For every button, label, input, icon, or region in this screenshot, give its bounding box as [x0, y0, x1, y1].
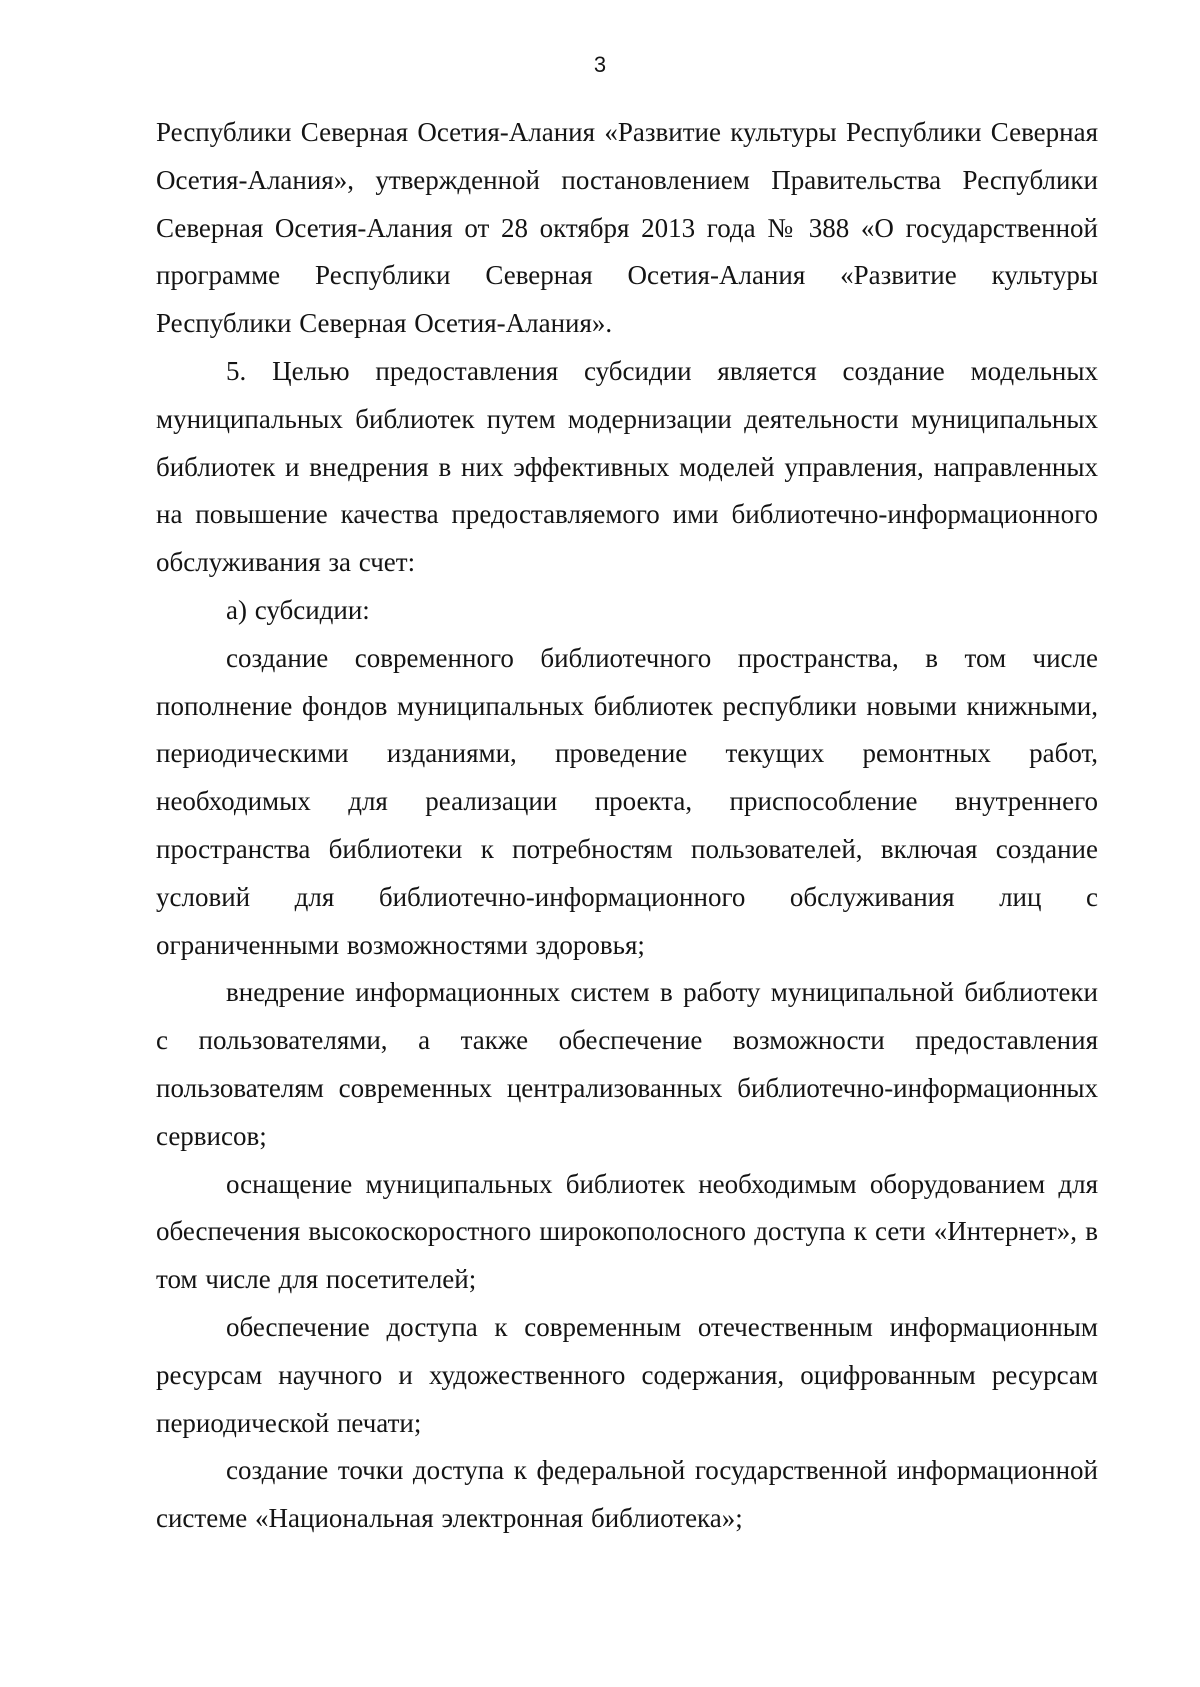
paragraph-resources-access: обеспечение доступа к современным отечественным информационным ресурсам научного и художественного содержания, оцифрованным ресурсам периодической печати;	[156, 1311, 1098, 1438]
paragraph-modern-space: создание современного библиотечного пространства, в том числе пополнение фондов муниципальных библиотек республики новыми книжными, периодическими изданиями, проведение текущих ремонтных работ, необходимых для реализации проекта, приспособление внутреннего пространства библиотеки к потребностям пользователей, включая создание условий для библиотечно-информационного обслуживания лиц с ограниченными возможностями здоровья;	[156, 642, 1098, 960]
page-number: 3	[593, 52, 607, 77]
paragraph-info-systems: внедрение информационных систем в работу муниципальной библиотеки с пользователями, а также обеспечение возможности предоставления пользователям современных централизованных библиотечно-информационных сервисов;	[156, 977, 1098, 1151]
paragraph-subitem-a: а) субсидии:	[226, 594, 370, 625]
paragraph-continuation: Республики Северная Осетия-Алания «Развитие культуры Республики Северная Осетия-Алания», утвержденной постановлением Правительства Республики Северная Осетия-Алания от 28 октября 2013 года № 388 «О государственной программе Республики Северная Осетия-Алания «Развитие культуры Республики Северная Осетия-Алания».	[156, 117, 1098, 339]
paragraph-equipment: оснащение муниципальных библиотек необходимым оборудованием для обеспечения высокоскоростного широкополосного доступа к сети «Интернет», в том числе для посетителей;	[156, 1168, 1098, 1295]
document-body	[156, 109, 1098, 1543]
paragraph-access-point: создание точки доступа к федеральной государственной информационной системе «Национальная электронная библиотека»;	[156, 1455, 1098, 1534]
paragraph-item-5: 5. Целью предоставления субсидии является создание модельных муниципальных библиотек путем модернизации деятельности муниципальных библиотек и внедрения в них эффективных моделей управления, направленных на повышение качества предоставляемого ими библиотечно-информационного обслуживания за счет:	[156, 355, 1098, 578]
